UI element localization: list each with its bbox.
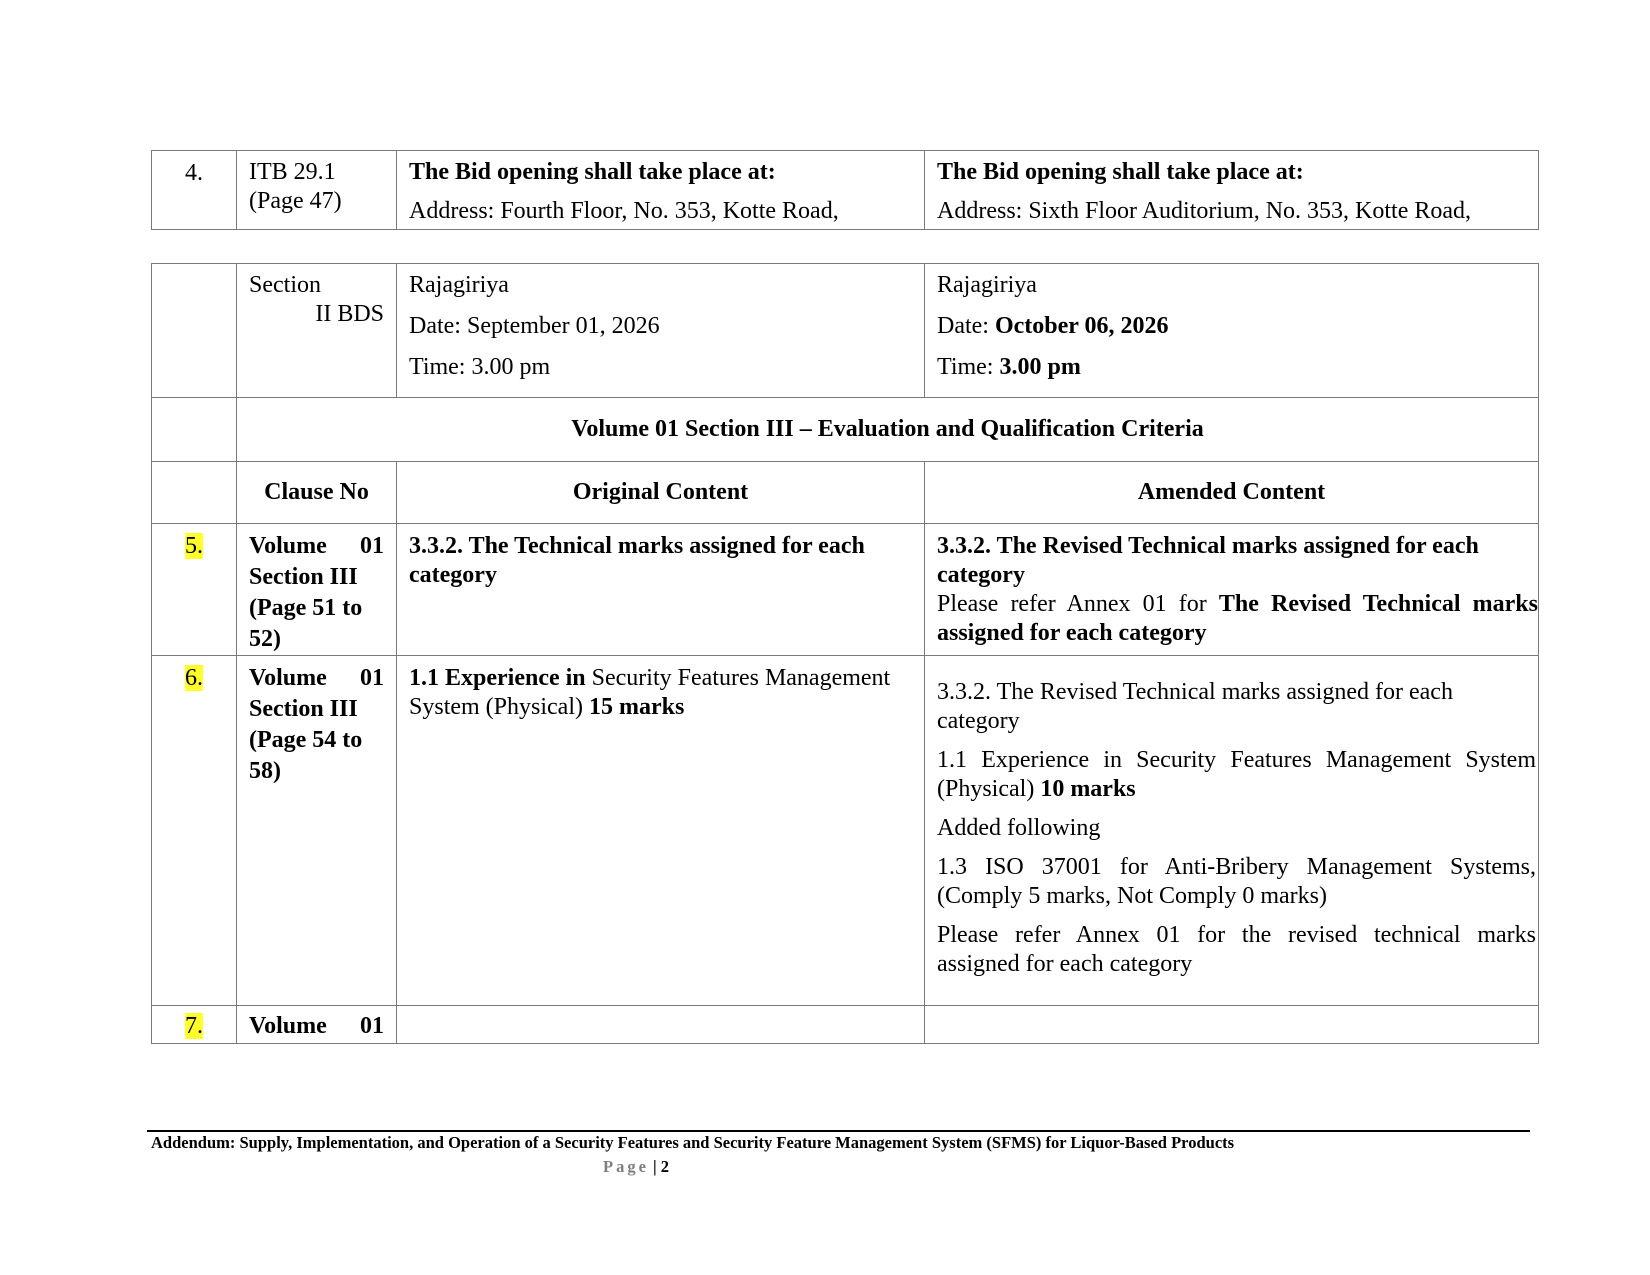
clause-word: 01 (360, 665, 384, 691)
column-header-text: Amended Content (1137, 479, 1326, 505)
table-row (152, 398, 1539, 462)
clause-cell (237, 1006, 397, 1044)
amended-date (937, 312, 1538, 341)
amendment-table-top (151, 150, 1539, 230)
amended-content-cell (925, 151, 1539, 230)
clause-line: 58) (249, 758, 281, 784)
column-header-text: Original Content (572, 479, 749, 505)
original-content-cell (397, 151, 925, 230)
table-header-row (152, 462, 1539, 524)
clause-line: Section III (249, 564, 358, 590)
clause-word: 01 (360, 533, 384, 559)
time-value: 3.00 pm (999, 354, 1081, 380)
row-number (152, 264, 237, 398)
column-header-text: Clause No (264, 479, 369, 505)
original-plain-text: Security Features Management System (Physical) (409, 665, 891, 720)
amended-time (937, 353, 1538, 382)
original-bold-text: 1.1 Experience in (409, 665, 586, 691)
amended-content-cell (925, 524, 1539, 656)
clause-word: Volume (249, 533, 327, 559)
amended-marks: 10 marks (1040, 776, 1136, 802)
original-text: 3.3.2. The Technical marks assigned for each category (409, 533, 865, 588)
original-heading: The Bid opening shall take place at: (409, 159, 776, 185)
row-number (152, 398, 237, 462)
amended-paragraph: 1.3 ISO 37001 for Anti-Bribery Management Systems, (Comply 5 marks, Not Comply 0 marks) (937, 854, 1536, 909)
row-number-text: 6. (185, 665, 203, 691)
amended-note (937, 590, 1538, 648)
clause-line (249, 664, 384, 693)
amended-paragraph: 3.3.2. The Revised Technical marks assigned for each category (937, 679, 1453, 734)
amended-content-cell (925, 264, 1539, 398)
table-row (152, 524, 1539, 656)
column-header-original (397, 462, 925, 524)
amended-plain-text: 1.1 Experience in Security Features Management System (Physical) (937, 747, 1536, 802)
amended-paragraph: Added following (937, 815, 1101, 841)
clause-line: ITB 29.1 (249, 159, 336, 185)
clause-line (249, 1012, 384, 1041)
date-value: September 01, 2026 (466, 313, 660, 339)
table-row (152, 264, 1539, 398)
column-header-amended (925, 462, 1539, 524)
original-text (409, 664, 922, 722)
clause-cell (237, 264, 397, 398)
amended-content-cell (925, 656, 1539, 1006)
row-number-text: 5. (185, 533, 203, 559)
date-value: October 06, 2026 (994, 313, 1169, 339)
row-number (152, 462, 237, 524)
time-label: Time: (409, 354, 472, 380)
original-date (409, 312, 924, 341)
clause-cell (237, 524, 397, 656)
original-content-cell (397, 656, 925, 1006)
amendment-table-main (151, 263, 1539, 1044)
clause-cell (237, 656, 397, 1006)
page-number-footer (603, 1157, 669, 1177)
clause-line: Section (249, 272, 321, 298)
row-number (152, 524, 237, 656)
row-number-text: 7. (185, 1013, 203, 1039)
table-row (152, 151, 1539, 230)
time-label: Time: (937, 354, 1000, 380)
table-row (152, 656, 1539, 1006)
original-city: Rajagiriya (409, 272, 509, 298)
row-number (152, 151, 237, 230)
clause-line: (Page 51 to (249, 595, 363, 621)
clause-word: Volume (249, 1013, 327, 1039)
clause-word: 01 (360, 1013, 384, 1039)
original-content-cell (397, 264, 925, 398)
row-number-text: 4. (185, 160, 203, 186)
note-text: Please refer Annex 01 for (937, 591, 1219, 617)
amended-address: Address: Sixth Floor Auditorium, No. 353, Kotte Road, (937, 198, 1471, 224)
footer-divider (147, 1130, 1530, 1132)
section-heading (237, 398, 1539, 462)
amended-heading: 3.3.2. The Revised Technical marks assigned for each category (937, 533, 1479, 588)
column-header-clause (237, 462, 397, 524)
amended-city: Rajagiriya (937, 272, 1037, 298)
amended-content-cell (925, 1006, 1539, 1044)
section-heading-text: Volume 01 Section III – Evaluation and Qualification Criteria (571, 416, 1204, 442)
original-address: Address: Fourth Floor, No. 353, Kotte Road, (409, 198, 839, 224)
row-number (152, 656, 237, 1006)
clause-cell (237, 151, 397, 230)
page-label: Page (603, 1157, 649, 1176)
time-value: 3.00 pm (471, 354, 551, 380)
clause-line: (Page 47) (249, 188, 342, 214)
date-label: Date: (937, 313, 995, 339)
table-row (152, 1006, 1539, 1044)
page-number: 2 (660, 1157, 670, 1176)
date-label: Date: (409, 313, 467, 339)
original-content-cell (397, 1006, 925, 1044)
clause-word: Volume (249, 665, 327, 691)
page-separator: | (648, 1157, 661, 1176)
row-number (152, 1006, 237, 1044)
amended-paragraph (937, 746, 1536, 804)
original-marks: 15 marks (589, 694, 685, 720)
original-time (409, 353, 924, 382)
clause-line: Section III (249, 696, 358, 722)
clause-line: 52) (249, 626, 281, 652)
original-content-cell (397, 524, 925, 656)
clause-line: (Page 54 to (249, 727, 363, 753)
footer-title: Addendum: Supply, Implementation, and Operation of a Security Features and Security Feature Management System (SFMS) for Liquor-Based Products (151, 1133, 1235, 1152)
note-bold-text: The Revised Technical marks assigned for each category (937, 591, 1538, 646)
clause-line: II BDS (315, 301, 384, 327)
clause-line (249, 532, 384, 561)
amended-heading: The Bid opening shall take place at: (937, 159, 1304, 185)
amended-paragraph: Please refer Annex 01 for the revised technical marks assigned for each category (937, 922, 1536, 977)
